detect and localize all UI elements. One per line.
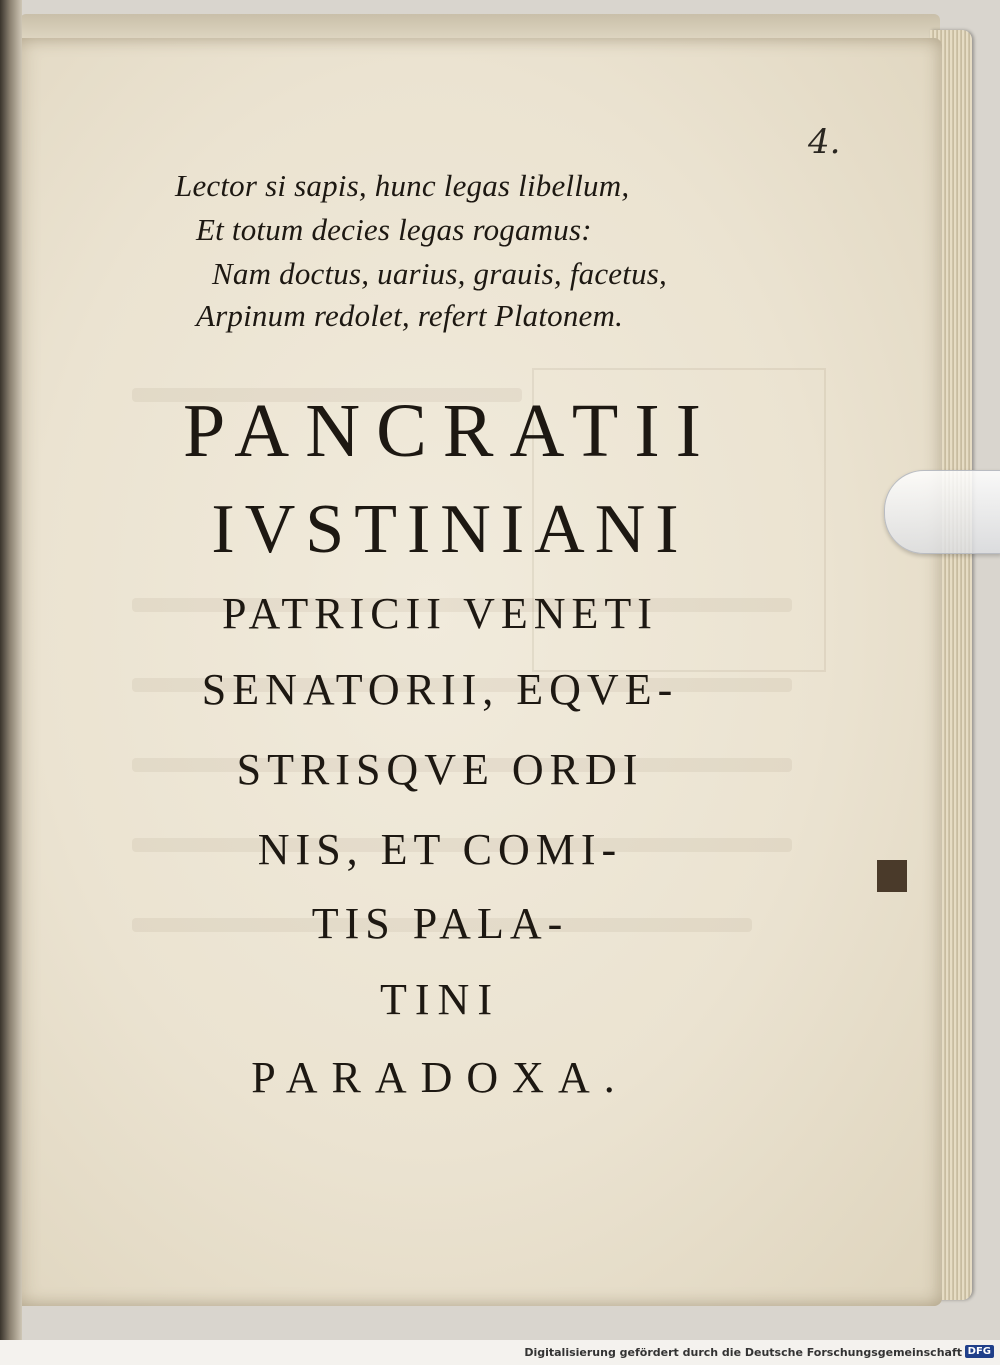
title-line: NIS, ET COMI-	[257, 825, 623, 874]
title-line: IVSTINIANI	[211, 491, 689, 568]
epigram-line: Lector si sapis, hunc legas libellum,	[175, 168, 630, 203]
epigram-line: Nam doctus, uarius, grauis, facetus,	[212, 256, 667, 291]
title-line: PANCRATII	[183, 389, 717, 473]
epigram-line: Arpinum redolet, refert Platonem.	[196, 298, 624, 333]
folio-number: 4.	[808, 122, 841, 162]
title-line: STRISQVE ORDI	[236, 745, 644, 794]
dfg-logo-icon: DFG	[965, 1345, 994, 1358]
title-line: TINI	[380, 975, 500, 1024]
title-line: TIS PALA-	[311, 899, 569, 948]
title-line: PATRICII VENETI	[222, 589, 658, 638]
title-line: PARADOXA.	[251, 1053, 629, 1102]
funding-credit: Digitalisierung gefördert durch die Deutsche Forschungsgemeinschaft	[524, 1346, 962, 1359]
page-holder-clip	[884, 470, 1000, 554]
title-line: SENATORII, EQVE-	[201, 665, 679, 714]
epigram-line: Et totum decies legas rogamus:	[196, 212, 592, 247]
